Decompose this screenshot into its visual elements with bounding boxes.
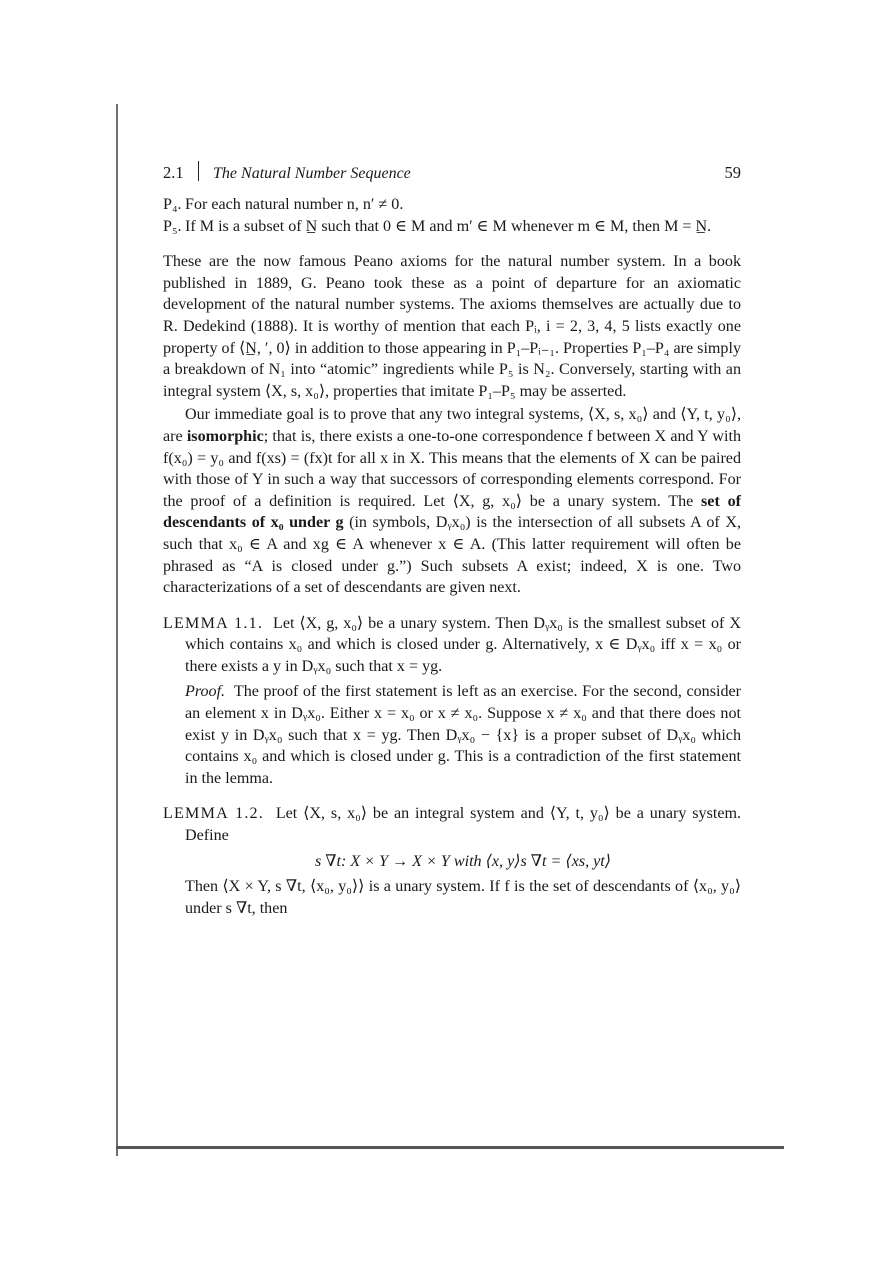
header-divider <box>198 161 199 181</box>
lemma-text: Let ⟨X, g, x₀⟩ be a unary system. Then Dᵧx₀ is the smallest subset of X which contains x₀ and which is closed under g. Alternatively, x ∈ Dᵧx₀ iff x = x₀ or there exists a y in Dᵧx₀ such that x = yg. <box>185 614 741 675</box>
lemma-continuation: Then ⟨X × Y, s ∇t, ⟨x₀, y₀⟩⟩ is a unary system. If f is the set of descendants of ⟨x₀, y₀⟩ under s ∇t, then <box>185 878 741 917</box>
proof-label: Proof. <box>185 683 226 701</box>
axiom-p4 <box>163 194 741 216</box>
lemma-heading: LEMMA 1.1. <box>163 614 264 632</box>
book-page <box>163 158 741 919</box>
axiom-label: P₄. <box>163 196 182 213</box>
paragraph-isomorphic <box>163 404 741 598</box>
paragraph-text: (in symbols, Dᵧx₀) is the intersection of all subsets A of X, such that x₀ ∈ A and xg ∈ A whenever x ∈ A. (This latter requirement will often be phrased as “A is closed under g.”) Such subsets A exist; indeed, X is one. Two characterizations of a set of descendants are given next. <box>163 514 741 597</box>
lemma-statement <box>163 803 741 846</box>
page-number: 59 <box>724 163 741 182</box>
lemma-proof <box>163 681 741 789</box>
chapter-title: The Natural Number Sequence <box>213 165 411 182</box>
scan-page-edge-left <box>116 104 118 1156</box>
lemma-1-2 <box>163 803 741 919</box>
paragraph-text: ; that is, there exists a one-to-one correspondence f between X and Y with f(x₀) = y₀ and f(xs) = (fx)t for all x in X. This means that the elements of X can be paired with those of Y in such a way that successors of corresponding elements correspond. For the proof of a definition is required. Let ⟨X, g, x₀⟩ be a unary system. The <box>163 427 741 510</box>
scan-page-edge-bottom <box>116 1146 784 1149</box>
axiom-label: P₅. <box>163 217 182 235</box>
proof-text: The proof of the first statement is left as an exercise. For the second, consider an element x in Dᵧx₀. Either x = x₀ or x ≠ x₀. Suppose x ≠ x₀ and that there does not exist y in Dᵧx₀ such that x = yg. Then Dᵧx₀ − {x} is a proper subset of Dᵧx₀ which contains x₀ and which is closed under g. This is a contradiction of the first statement in the lemma. <box>185 683 741 787</box>
term-set-of-descendants: set of descendants of x₀ under g <box>163 492 741 532</box>
axiom-p5 <box>163 216 741 238</box>
lemma-statement <box>163 613 741 678</box>
section-number: 2.1 <box>163 163 184 182</box>
lemma-1-1 <box>163 613 741 790</box>
lemma-heading: LEMMA 1.2. <box>163 805 265 823</box>
running-head <box>163 158 741 186</box>
axiom-text: For each natural number n, n′ ≠ 0. <box>185 196 404 213</box>
paragraph-peano-axioms: These are the now famous Peano axioms for the natural number system. In a book published in 1889, G. Peano took these as a point of departure for an axiomatic development of the natural number systems. The axioms themselves are actually due to R. Dedekind (1888). It is worthy of mention that each Pᵢ, i = 2, 3, 4, 5 lists exactly one property of ⟨N̲, ′, 0⟩ in addition to those appearing in P₁–Pᵢ₋₁. Properties P₁–P₄ are simply a breakdown of N₁ into “atomic” ingredients while P₅ is N₂. Conversely, starting with an integral system ⟨X, s, x₀⟩, properties that imitate P₁–P₅ may be asserted. <box>163 253 741 400</box>
display-equation: s ∇t: X × Y → X × Y with ⟨x, y⟩s ∇t = ⟨xs, yt⟩ <box>314 852 612 870</box>
term-isomorphic: isomorphic <box>186 427 264 445</box>
axiom-list <box>163 194 741 237</box>
paragraph-text: Our immediate goal is to prove that any two integral systems, ⟨X, s, x₀⟩ and ⟨Y, t, y₀⟩, are <box>163 406 741 445</box>
axiom-text: If M is a subset of N̲ such that 0 ∈ M and m′ ∈ M whenever m ∈ M, then M = N̲. <box>185 217 712 235</box>
lemma-text: Let ⟨X, s, x₀⟩ be an integral system and ⟨Y, t, y₀⟩ be a unary system. Define <box>185 805 742 845</box>
